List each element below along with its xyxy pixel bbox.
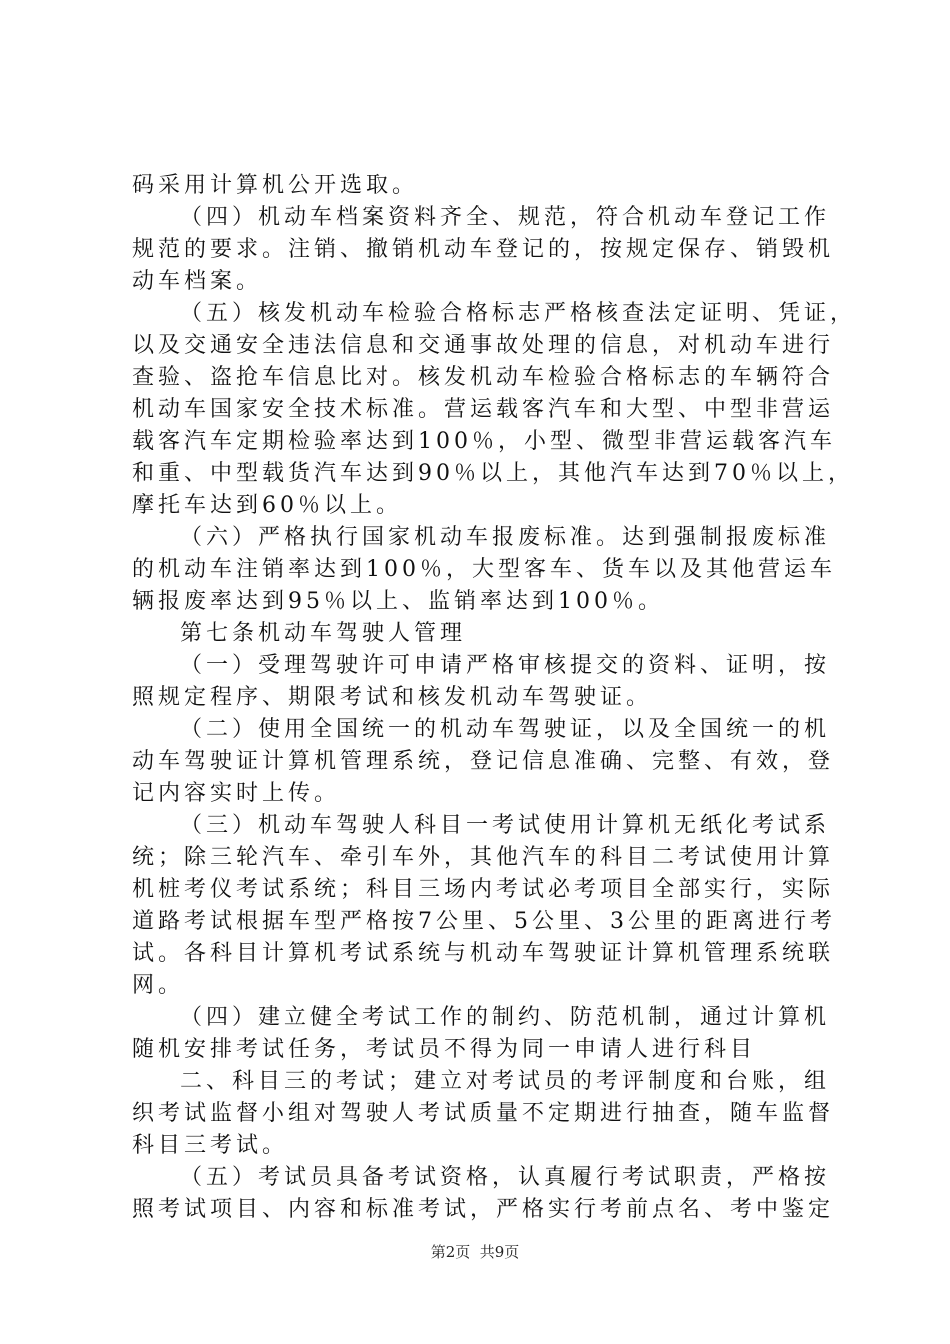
text-line: （一）受理驾驶许可申请严格审核提交的资料、证明，按 [180,653,831,678]
text-line: 科目三考试。 [132,1133,289,1158]
text-line: 第七条机动车驾驶人管理 [180,621,467,646]
text-line: 试。各科目计算机考试系统与机动车驾驶证计算机管理系统联 [132,941,835,966]
text-line: 以及交通安全违法信息和交通事故处理的信息，对机动车进行 [132,333,835,358]
text-line: 动车档案。 [132,269,263,294]
page-footer: 第2页 共9页 [430,1243,520,1261]
text-line: 码采用计算机公开选取。 [132,173,419,198]
text-line: 统；除三轮汽车、牵引车外，其他汽车的科目二考试使用计算 [132,845,835,870]
text-line: 的机动车注销率达到100％，大型客车、货车以及其他营运车 [132,557,836,582]
text-line: 机桩考仪考试系统；科目三场内考试必考项目全部实行，实际 [132,877,835,902]
text-line: 载客汽车定期检验率达到100％，小型、微型非营运载客汽车 [132,429,836,454]
text-line: 记内容实时上传。 [132,781,341,806]
text-line: 动车驾驶证计算机管理系统，登记信息准确、完整、有效，登 [132,749,835,774]
text-line: （三）机动车驾驶人科目一考试使用计算机无纸化考试系 [180,813,831,838]
text-line: 道路考试根据车型严格按7公里、5公里、3公里的距离进行考 [132,909,836,934]
text-line: （二）使用全国统一的机动车驾驶证，以及全国统一的机 [180,717,831,742]
text-line: 辆报废率达到95％以上、监销率达到100％。 [132,589,664,614]
text-line: （四）机动车档案资料齐全、规范，符合机动车登记工作 [180,205,831,230]
text-line: 照规定程序、期限考试和核发机动车驾驶证。 [132,685,653,710]
text-line: （五）考试员具备考试资格，认真履行考试职责，严格按 [180,1165,831,1190]
text-line: 网。 [132,973,185,998]
text-line: 机动车国家安全技术标准。营运载客汽车和大型、中型非营运 [132,397,835,422]
text-line: （六）严格执行国家机动车报废标准。达到强制报废标准 [180,525,831,550]
text-line: 织考试监督小组对驾驶人考试质量不定期进行抽查，随车监督 [132,1101,835,1126]
text-line: 摩托车达到60％以上。 [132,493,402,518]
text-line: 照考试项目、内容和标准考试，严格实行考前点名、考中鉴定 [132,1197,835,1222]
text-line: 查验、盗抢车信息比对。核发机动车检验合格标志的车辆符合 [132,365,835,390]
document-body [132,170,857,1226]
text-line: 随机安排考试任务，考试员不得为同一申请人进行科目 [132,1037,757,1062]
text-line: 和重、中型载货汽车达到90％以上，其他汽车达到70％以上， [132,461,854,486]
text-line: （四）建立健全考试工作的制约、防范机制，通过计算机 [180,1005,831,1030]
text-line: 二、科目三的考试；建立对考试员的考评制度和台账，组 [180,1069,831,1094]
text-line: 规范的要求。注销、撤销机动车登记的，按规定保存、销毁机 [132,237,835,262]
text-line: （五）核发机动车检验合格标志严格核查法定证明、凭证， [180,301,857,326]
